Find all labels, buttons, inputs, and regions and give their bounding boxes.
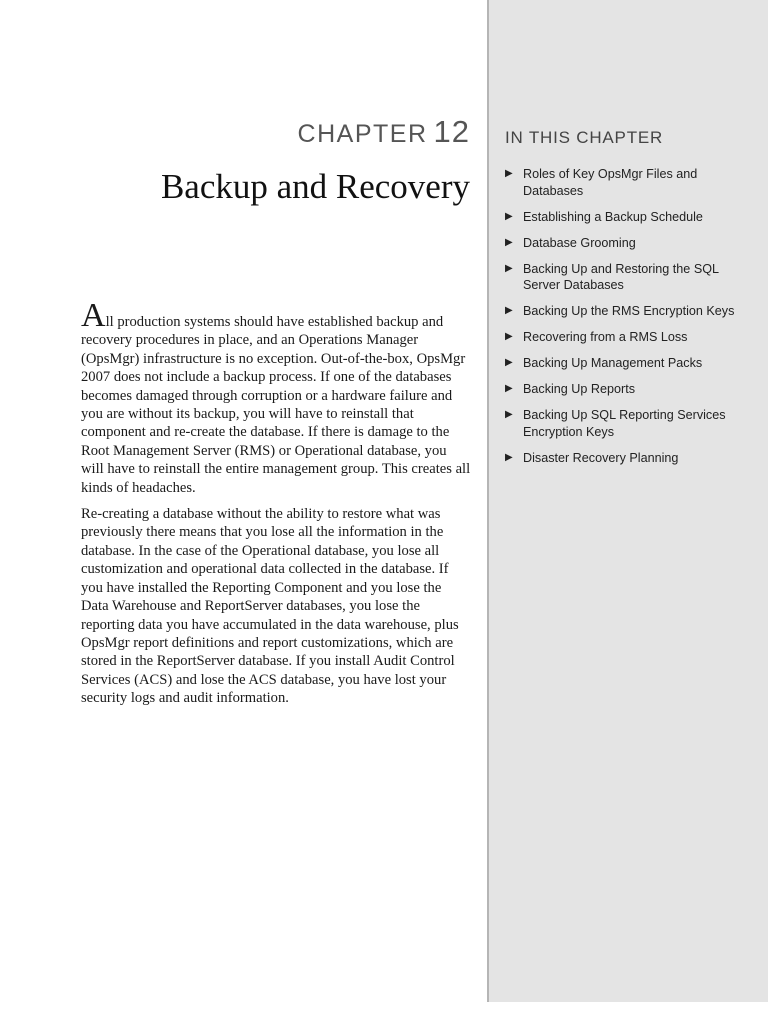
list-item <box>505 303 745 320</box>
list-item <box>505 329 745 346</box>
body-paragraph <box>81 297 471 497</box>
list-item <box>505 381 745 398</box>
triangle-right-icon: ▶ <box>505 168 513 179</box>
list-item-label: Backing Up and Restoring the SQL Server Databases <box>523 261 719 293</box>
list-item-label: Backing Up the RMS Encryption Keys <box>523 304 735 319</box>
triangle-right-icon: ▶ <box>505 210 513 222</box>
list-item <box>505 407 745 440</box>
chapter-topics-list <box>505 166 745 476</box>
triangle-right-icon: ▶ <box>505 409 513 421</box>
list-item-label: Establishing a Backup Schedule <box>523 209 703 224</box>
list-item-label: Disaster Recovery Planning <box>523 450 679 465</box>
triangle-right-icon: ▶ <box>505 451 513 463</box>
triangle-right-icon: ▶ <box>505 236 513 248</box>
list-item-label: Recovering from a RMS Loss <box>523 330 688 345</box>
triangle-right-icon: ▶ <box>505 383 513 395</box>
sidebar-heading: IN THIS CHAPTER <box>505 128 664 147</box>
chapter-label <box>298 116 470 147</box>
body-paragraph: Re-creating a database without the ability to restore what was previously there means that you lose all the information in the database. In the case of the Operational database, you lose all customization and operational data collected in the database. If you have installed the Reporting Component and you lose the Data Warehouse and ReportServer databases, you lose the reporting data you have accumulated in the data warehouse, plus OpsMgr report definitions and report customizations, which are stored in the ReportServer database. If you install Audit Control Services (ACS) and lose the ACS database, you have lost your security logs and audit information. <box>81 506 459 707</box>
list-item <box>505 261 745 294</box>
list-item <box>505 450 745 467</box>
paragraph-text: ll production systems should have established backup and recovery procedures in place, and an Operations Manager (OpsMgr) infrastructure is no exception. Out-of-the-box, OpsMgr 2007 does not include a backup process. If one of the databases becomes damaged through corruption or a hardware failure and you are without its backup, you will have to reinstall that component and re-create the database. If there is damage to the Root Management Server (RMS) or Operational database, you will have to reinstall the entire management group. This creates all kinds of headaches. <box>81 314 471 496</box>
list-item-label: Backing Up Management Packs <box>523 356 703 371</box>
triangle-right-icon: ▶ <box>505 262 513 274</box>
list-item-label: Backing Up SQL Reporting Services Encryption Keys <box>523 408 726 439</box>
list-item <box>505 209 745 226</box>
drop-cap: A <box>81 297 106 334</box>
triangle-right-icon: ▶ <box>505 305 513 317</box>
chapter-word: CHAPTER <box>297 120 428 148</box>
list-item-label: Roles of Key OpsMgr Files and Databases <box>523 167 698 198</box>
chapter-number: 12 <box>433 114 470 149</box>
list-item-label: Backing Up Reports <box>523 382 635 397</box>
chapter-title: Backup and Recovery <box>160 167 470 206</box>
body-text <box>81 297 471 716</box>
list-item <box>505 235 745 252</box>
list-item <box>505 355 745 372</box>
list-item-label: Database Grooming <box>523 235 636 250</box>
triangle-right-icon: ▶ <box>505 357 513 369</box>
in-this-chapter-sidebar <box>487 0 768 1002</box>
triangle-right-icon: ▶ <box>505 331 513 343</box>
list-item <box>505 166 745 199</box>
